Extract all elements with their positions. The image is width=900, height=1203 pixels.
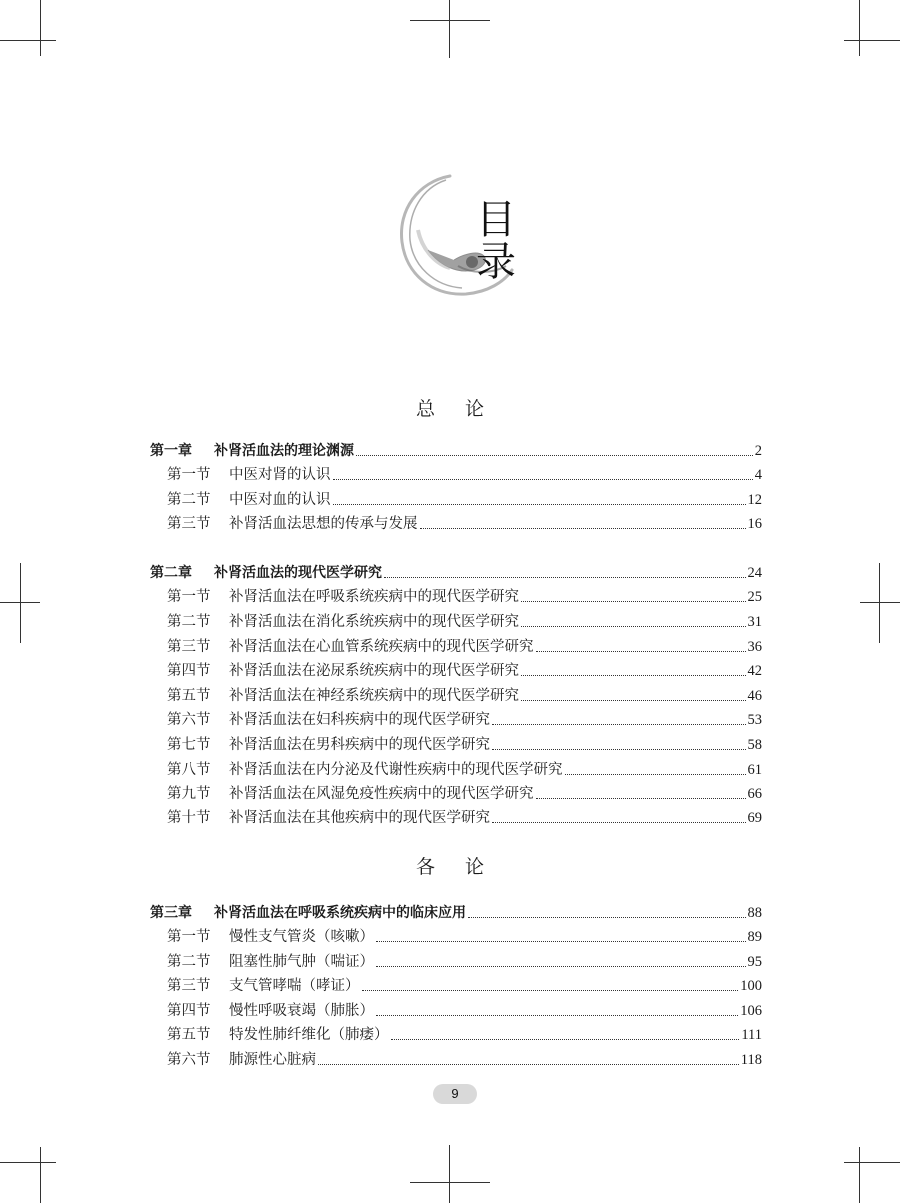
section-title: 补肾活血法在其他疾病中的现代医学研究 [229, 810, 490, 826]
section-title: 慢性呼吸衰竭（肺胀） [229, 1003, 374, 1019]
dot-leader [318, 1063, 739, 1065]
section-number: 第四节 [167, 1003, 211, 1019]
page-number: 95 [747, 954, 762, 970]
chapter-title: 补肾活血法的现代医学研究 [214, 565, 382, 581]
chapter-title: 补肾活血法的理论渊源 [214, 443, 354, 459]
dot-leader [536, 797, 746, 799]
dot-leader [333, 478, 753, 480]
dot-leader [376, 965, 746, 967]
dot-leader [420, 527, 746, 529]
dot-leader [391, 1038, 740, 1040]
section-title: 补肾活血法在神经系统疾病中的现代医学研究 [229, 688, 519, 704]
page-number: 118 [740, 1052, 762, 1068]
section-number: 第六节 [167, 1052, 211, 1068]
dot-leader [384, 576, 746, 578]
dot-leader [356, 454, 753, 456]
dot-leader [376, 940, 746, 942]
toc-title [388, 170, 528, 310]
dot-leader [521, 699, 746, 701]
toc-section[interactable] [150, 681, 762, 705]
section-number: 第八节 [167, 762, 211, 778]
section-title: 中医对血的认识 [229, 492, 331, 508]
dot-leader [468, 916, 746, 918]
part-heading-specific: 各论 [415, 856, 514, 878]
section-number: 第三节 [167, 639, 211, 655]
section-number: 第九节 [167, 786, 211, 802]
dot-leader [536, 650, 746, 652]
section-title: 补肾活血法在风湿免疫性疾病中的现代医学研究 [229, 786, 534, 802]
dot-leader [492, 723, 746, 725]
toc-chapter-3[interactable] [150, 898, 762, 922]
section-title: 慢性支气管炎（咳嗽） [229, 929, 374, 945]
toc-section[interactable] [150, 1020, 762, 1044]
section-number: 第三节 [167, 516, 211, 532]
section-number: 第四节 [167, 663, 211, 679]
section-number: 第五节 [167, 688, 211, 704]
toc-section[interactable] [150, 947, 762, 971]
toc-section[interactable] [150, 485, 762, 509]
section-title: 支气管哮喘（哮证） [229, 978, 360, 994]
page-number: 42 [747, 663, 762, 679]
page-number: 88 [747, 905, 762, 921]
chapter-number: 第一章 [150, 443, 192, 459]
page-number: 61 [747, 762, 762, 778]
dot-leader [362, 989, 739, 991]
dot-leader [333, 503, 746, 505]
section-title: 补肾活血法在男科疾病中的现代医学研究 [229, 737, 490, 753]
page-number: 2 [754, 443, 762, 459]
section-number: 第一节 [167, 929, 211, 945]
toc-section[interactable] [150, 582, 762, 606]
section-number: 第十节 [167, 810, 211, 826]
toc-section[interactable] [150, 803, 762, 827]
toc-section[interactable] [150, 730, 762, 754]
page-number: 89 [747, 929, 762, 945]
dot-leader [521, 674, 746, 676]
toc-section[interactable] [150, 509, 762, 533]
page-number: 66 [747, 786, 762, 802]
toc-section[interactable] [150, 632, 762, 656]
toc-section[interactable] [150, 996, 762, 1020]
chapter-number: 第二章 [150, 565, 192, 581]
toc-section[interactable] [150, 971, 762, 995]
page-number: 36 [747, 639, 762, 655]
section-title: 补肾活血法在妇科疾病中的现代医学研究 [229, 712, 490, 728]
section-number: 第三节 [167, 978, 211, 994]
section-number: 第二节 [167, 492, 211, 508]
section-title: 特发性肺纤维化（肺痿） [229, 1027, 389, 1043]
page-number: 111 [741, 1027, 762, 1043]
dot-leader [521, 600, 746, 602]
section-number: 第一节 [167, 467, 211, 483]
page-number: 12 [747, 492, 762, 508]
section-title: 补肾活血法在泌尿系统疾病中的现代医学研究 [229, 663, 519, 679]
part-heading-general: 总论 [415, 398, 514, 420]
page-number: 53 [747, 712, 762, 728]
page-number: 16 [747, 516, 762, 532]
dot-leader [492, 821, 746, 823]
section-title: 补肾活血法在心血管系统疾病中的现代医学研究 [229, 639, 534, 655]
page-number-badge: 9 [433, 1084, 477, 1104]
page-number: 31 [747, 614, 762, 630]
chapter-number: 第三章 [150, 905, 192, 921]
section-title: 补肾活血法在内分泌及代谢性疾病中的现代医学研究 [229, 762, 563, 778]
toc-chapter-2[interactable] [150, 558, 762, 582]
toc-section[interactable] [150, 755, 762, 779]
dot-leader [376, 1014, 738, 1016]
toc-chapter-1[interactable] [150, 436, 762, 460]
page-number: 100 [740, 978, 762, 994]
title-char-mu: 目 [476, 197, 516, 243]
toc-section[interactable] [150, 779, 762, 803]
section-number: 第一节 [167, 589, 211, 605]
title-char-lu: 录 [476, 239, 516, 285]
section-number: 第七节 [167, 737, 211, 753]
toc-section[interactable] [150, 656, 762, 680]
toc-section[interactable] [150, 1045, 762, 1069]
dot-leader [521, 625, 746, 627]
section-title: 补肾活血法在呼吸系统疾病中的现代医学研究 [229, 589, 519, 605]
page-number: 24 [747, 565, 762, 581]
page-number: 4 [754, 467, 762, 483]
page-number: 106 [740, 1003, 762, 1019]
section-title: 补肾活血法在消化系统疾病中的现代医学研究 [229, 614, 519, 630]
section-number: 第五节 [167, 1027, 211, 1043]
page-number: 25 [747, 589, 762, 605]
dot-leader [492, 748, 746, 750]
toc-section[interactable] [150, 607, 762, 631]
section-number: 第六节 [167, 712, 211, 728]
toc-section[interactable] [150, 705, 762, 729]
page-number: 58 [747, 737, 762, 753]
page-number: 69 [747, 810, 762, 826]
section-number: 第二节 [167, 954, 211, 970]
chapter-title: 补肾活血法在呼吸系统疾病中的临床应用 [214, 905, 466, 921]
toc-section[interactable] [150, 460, 762, 484]
section-title: 中医对肾的认识 [229, 467, 331, 483]
section-title: 肺源性心脏病 [229, 1052, 316, 1068]
section-number: 第二节 [167, 614, 211, 630]
section-title: 阻塞性肺气肿（喘证） [229, 954, 374, 970]
page-number: 46 [747, 688, 762, 704]
dot-leader [565, 773, 746, 775]
section-title: 补肾活血法思想的传承与发展 [229, 516, 418, 532]
toc-section[interactable] [150, 922, 762, 946]
